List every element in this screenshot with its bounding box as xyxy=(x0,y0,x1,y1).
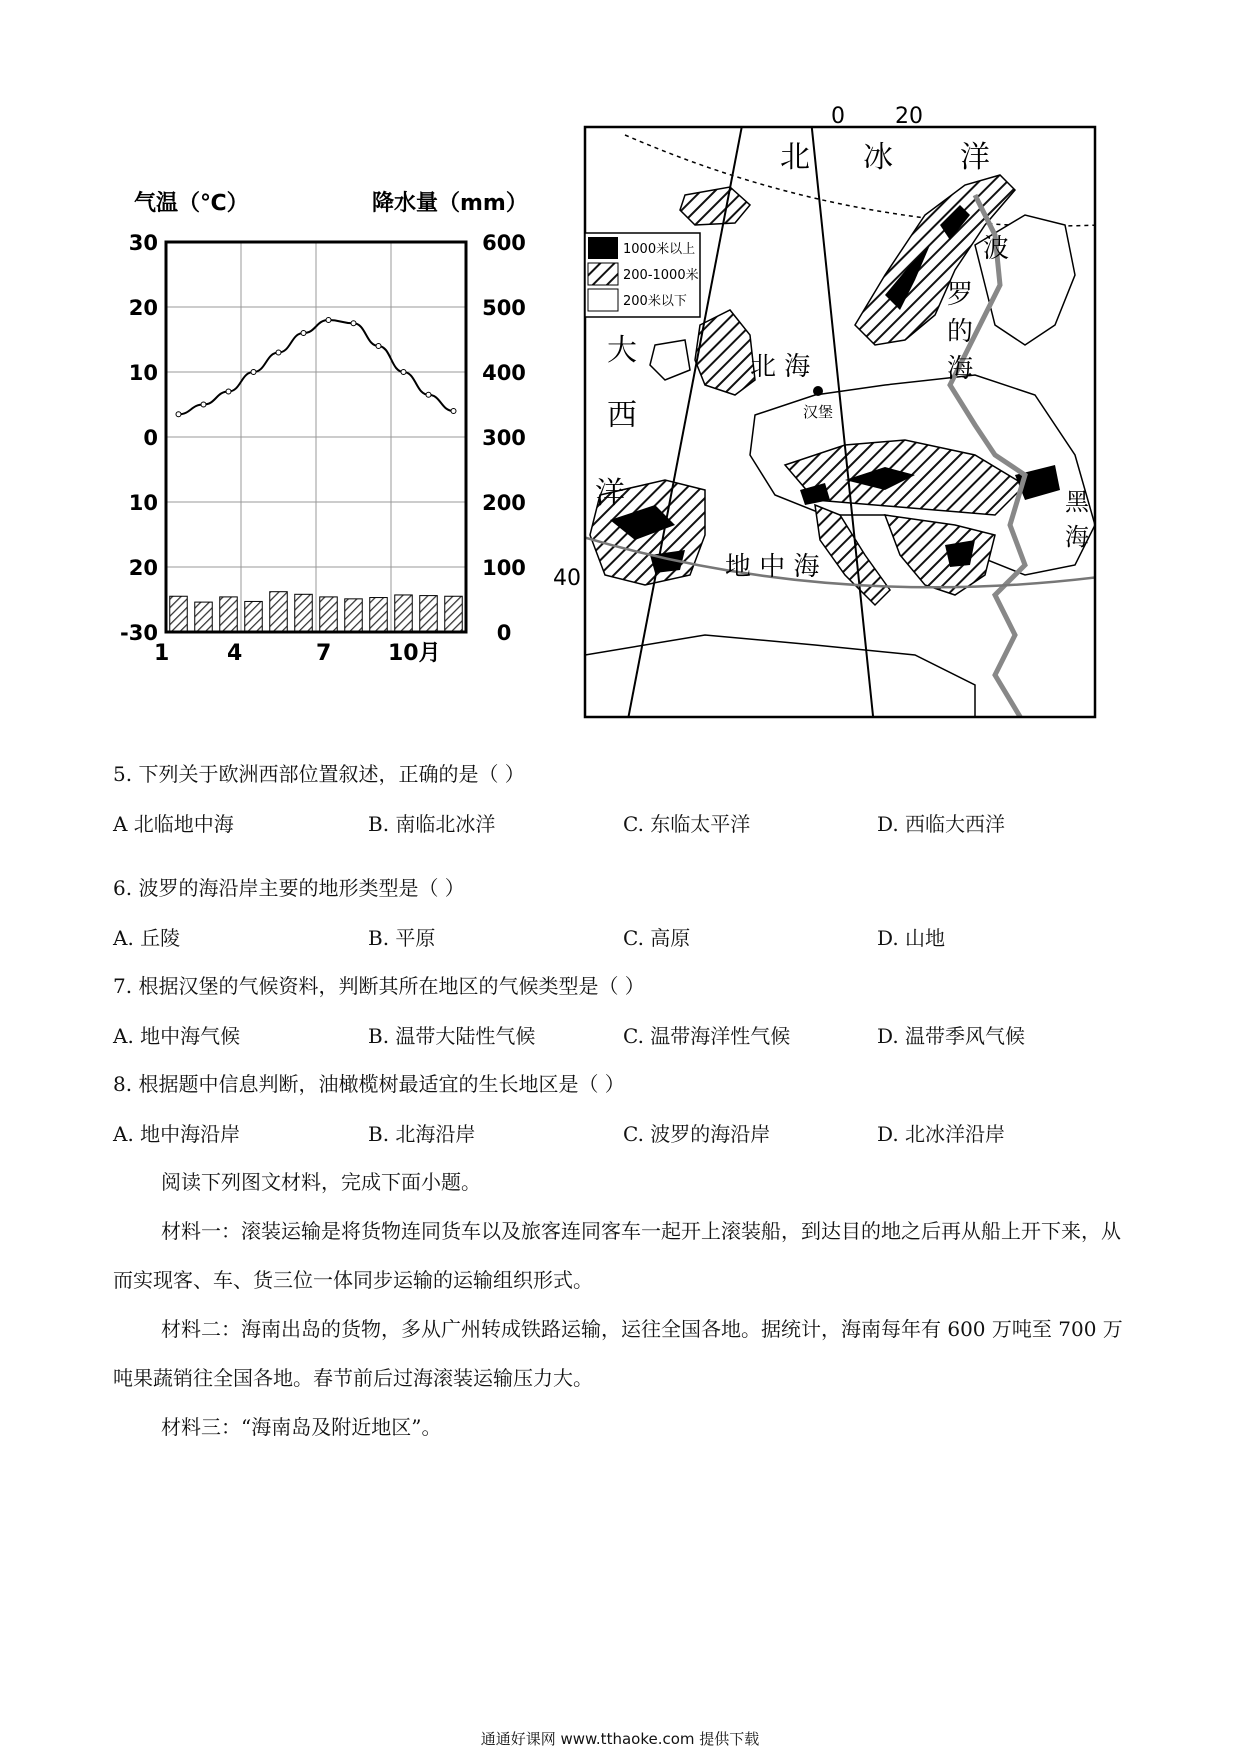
precip-tick-6: 0 xyxy=(496,621,512,645)
precip-bar-12 xyxy=(445,596,463,632)
reading-material-3: 材料三：“海南岛及附近地区”。 xyxy=(161,1415,442,1439)
precip-bar-10 xyxy=(395,595,413,632)
question-6-option-a[interactable]: A. 丘陵 xyxy=(113,926,181,950)
hamburg-marker xyxy=(813,386,823,396)
map-legend xyxy=(585,233,700,317)
temp-point-5 xyxy=(276,350,281,355)
precip-tick-4: 200 xyxy=(482,491,526,515)
temp-point-1 xyxy=(176,412,181,417)
temperature-axis-title: 气温（℃） xyxy=(134,191,249,216)
precip-tick-3: 300 xyxy=(482,426,526,450)
month-tick-7: 7 xyxy=(316,641,332,666)
label-mediterranean: 地 中 海 xyxy=(725,552,820,582)
precip-bar-11 xyxy=(420,596,438,632)
legend-label-low: 200米以下 xyxy=(623,294,687,309)
question-6-option-b[interactable]: B. 平原 xyxy=(368,926,436,950)
temp-point-2 xyxy=(201,402,206,407)
precip-bar-8 xyxy=(345,599,363,632)
temp-point-10 xyxy=(401,370,406,375)
temp-point-3 xyxy=(226,389,231,394)
question-7-option-a[interactable]: A. 地中海气候 xyxy=(113,1024,241,1048)
precip-bar-9 xyxy=(370,598,388,632)
europe-map xyxy=(555,95,1115,735)
latitude-label-40: 40 xyxy=(553,566,581,591)
label-atlantic-2: 西 xyxy=(607,398,637,433)
temp-tick-5: 20 xyxy=(128,556,158,580)
question-5-stem: 5. 下列关于欧洲西部位置叙述，正确的是（ ） xyxy=(113,762,525,786)
precip-bar-6 xyxy=(295,594,313,632)
temp-point-6 xyxy=(301,331,306,336)
temp-tick-0: 30 xyxy=(128,231,158,255)
precip-bar-4 xyxy=(245,601,263,632)
temp-tick-3: 0 xyxy=(143,426,158,450)
longitude-label-20: 20 xyxy=(895,104,923,129)
question-6-option-c[interactable]: C. 高原 xyxy=(623,926,691,950)
question-5-option-c[interactable]: C. 东临太平洋 xyxy=(623,812,751,836)
question-6-option-d[interactable]: D. 山地 xyxy=(877,926,946,950)
temp-tick-2: 10 xyxy=(128,361,158,385)
label-baltic-1: 波 xyxy=(983,234,1010,264)
question-5-option-b[interactable]: B. 南临北冰洋 xyxy=(368,812,496,836)
precip-tick-2: 400 xyxy=(482,361,526,385)
question-7-stem: 7. 根据汉堡的气候资料，判断其所在地区的气候类型是（ ） xyxy=(113,974,645,998)
question-7-option-b[interactable]: B. 温带大陆性气候 xyxy=(368,1024,536,1048)
climate-chart xyxy=(120,190,528,670)
label-baltic-3: 的 xyxy=(947,317,974,347)
month-tick-labels xyxy=(154,641,441,666)
label-baltic-4: 海 xyxy=(947,354,974,384)
question-8-option-d[interactable]: D. 北冰洋沿岸 xyxy=(877,1122,1006,1146)
legend-label-mid: 200-1000米 xyxy=(623,268,699,283)
legend-swatch-mid xyxy=(588,263,618,285)
chart-grid xyxy=(166,242,466,632)
month-tick-4: 4 xyxy=(227,641,243,666)
temperature-tick-labels xyxy=(120,231,158,645)
question-5-option-d[interactable]: D. 西临大西洋 xyxy=(877,812,1006,836)
precip-bar-3 xyxy=(220,597,238,632)
precip-bar-1 xyxy=(170,596,188,632)
precip-tick-1: 500 xyxy=(482,296,526,320)
ireland xyxy=(650,340,690,380)
precip-bar-7 xyxy=(320,597,338,632)
temp-point-9 xyxy=(376,344,381,349)
question-8-option-a[interactable]: A. 地中海沿岸 xyxy=(113,1122,241,1146)
label-black-sea-1: 黑 xyxy=(1065,488,1089,516)
question-7-option-d[interactable]: D. 温带季风气候 xyxy=(877,1024,1026,1048)
precip-tick-0: 600 xyxy=(482,231,526,255)
temp-point-7 xyxy=(326,318,331,323)
question-6-stem: 6. 波罗的海沿岸主要的地形类型是（ ） xyxy=(113,876,465,900)
label-arctic-2: 冰 xyxy=(863,140,893,175)
label-north-sea: 北 海 xyxy=(750,352,811,382)
label-atlantic-1: 大 xyxy=(607,333,637,368)
north-africa xyxy=(585,635,975,725)
legend-swatch-low xyxy=(588,289,618,311)
iceland xyxy=(680,187,750,225)
month-tick-1: 1 xyxy=(154,641,170,666)
reading-intro: 阅读下列图文材料，完成下面小题。 xyxy=(161,1170,481,1194)
precipitation-tick-labels xyxy=(482,231,526,645)
precip-tick-5: 100 xyxy=(482,556,526,580)
reading-material-2: 材料二：海南出岛的货物，多从广州转成铁路运输，运往全国各地。据统计，海南每年有 600 万吨至 700 万吨果蔬销往全国各地。春节前后过海滚装运输压力大。 xyxy=(113,1317,1123,1390)
precipitation-axis-title: 降水量（mm） xyxy=(372,191,528,216)
page-footer: 通通好课网 www.tthaoke.com 提供下载 xyxy=(480,1730,760,1748)
question-8-stem: 8. 根据题中信息判断，油橄榄树最适宜的生长地区是（ ） xyxy=(113,1072,625,1096)
temp-point-11 xyxy=(426,392,431,397)
legend-swatch-high xyxy=(588,237,618,259)
label-atlantic-3: 洋 xyxy=(595,476,625,511)
precip-bar-5 xyxy=(270,592,288,632)
month-tick-10: 10月 xyxy=(388,641,441,666)
label-black-sea-2: 海 xyxy=(1065,523,1089,551)
temp-point-12 xyxy=(451,409,456,414)
legend-label-high: 1000米以上 xyxy=(623,242,696,257)
question-8-option-c[interactable]: C. 波罗的海沿岸 xyxy=(623,1122,771,1146)
question-5-option-a[interactable]: A 北临地中海 xyxy=(113,812,234,836)
question-7-option-c[interactable]: C. 温带海洋性气候 xyxy=(623,1024,791,1048)
temp-tick-4: 10 xyxy=(128,491,158,515)
label-arctic-1: 北 xyxy=(780,140,810,175)
temp-point-4 xyxy=(251,370,256,375)
question-8-option-b[interactable]: B. 北海沿岸 xyxy=(368,1122,476,1146)
label-arctic-3: 洋 xyxy=(960,140,990,175)
temp-point-8 xyxy=(351,321,356,326)
label-hamburg: 汉堡 xyxy=(803,403,834,421)
longitude-label-0: 0 xyxy=(831,104,845,129)
precip-bar-2 xyxy=(195,602,213,632)
reading-material-1: 材料一：滚装运输是将货物连同货车以及旅客连同客车一起开上滚装船，到达目的地之后再从船上开下来，从而实现客、车、货三位一体同步运输的运输组织形式。 xyxy=(113,1219,1121,1292)
temp-tick-1: 20 xyxy=(128,296,158,320)
temp-tick-6: -30 xyxy=(120,621,158,645)
label-baltic-2: 罗 xyxy=(947,280,974,310)
